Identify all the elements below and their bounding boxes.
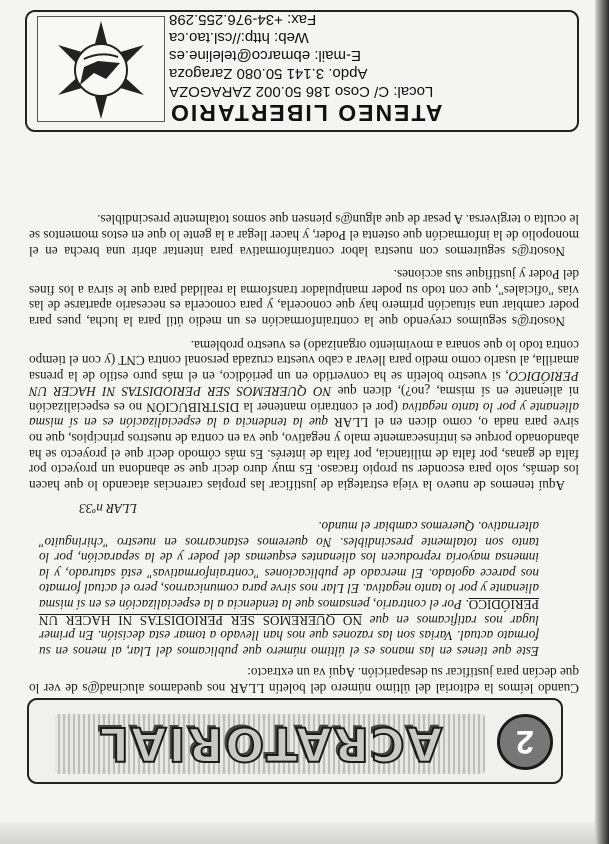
magazine-title: ACRATORIAL bbox=[55, 714, 485, 774]
paragraph-2-caps: NO QUEREMOS SER PERIODISTAS NI HACER UN PERIÓDICO bbox=[29, 368, 579, 400]
quote-signature: LLAR nº33 bbox=[79, 501, 137, 517]
scan-top-edge bbox=[0, 822, 609, 844]
scan-binding-shadow bbox=[595, 0, 609, 844]
ateneo-title: ATENEO LIBERTARIO bbox=[169, 100, 443, 126]
article-paragraph-4: Nosotr@s seguiremos con nuestra labor contrainformativa para intentar abrir una brecha en el monopolio de la información que ostenta el Poder, y hacer llegar a la gente lo que en estos momentos se le oculta o tergiversa. A pesar de que algun@s piensen que somos totalmente prescindibles. bbox=[29, 212, 579, 259]
paragraph-2-italic: que la tendencia a la especialización es en sí misma alienante y por lo tanto negativa bbox=[29, 399, 579, 431]
quote-lead: Este que tienes en las manos es el último número que publicamos del Llar, al menos en su formato actual. Varias son las razones que nos han llevado a tomar esta decisión. En primer lugar nos ratificamos en que bbox=[39, 612, 539, 659]
paragraph-2-part-b: (por el contrario mantener la DISTRIBUCIÓN no es especialización ni alienante en sí misma, ¿no?), dicen que bbox=[29, 384, 579, 415]
ateneo-star-logo-icon bbox=[37, 16, 165, 122]
paragraph-2-part-a: Aquí tenemos de nuevo la vieja estrategia de justificar las propias carencias atacando lo que hacen los demás, solo para esconder su propio fracaso. Es muy duro decir que se abandona un proyecto por falta de ganas, por falta de militancia, por falta de interés. Es más cómodo decir que el proyecto se ha abandonado porque es intrínsecamente malo y negativo, que va en contra de nuestros principios, que no sirve para nada o, como dicen en el LLAR bbox=[29, 415, 579, 493]
paragraph-2-part-c: , si vuestro boletín se ha convertido en un periódico, en el más puro estilo de la prensa amarilla, al usarlo como medio para llevar a cabo vuestra cruzada personal contra CNT (y con el tiempo contra todo lo que sonara a movimiento organizado) es vuestro problema. bbox=[29, 337, 579, 384]
quote-underlined: NO QUEREMOS SER PERIODISTAS NI HACER UN PERIÓDICO bbox=[38, 597, 539, 628]
contact-email: E-mail: ebmarco@teleline.es bbox=[169, 47, 361, 64]
llar-quote bbox=[39, 518, 539, 658]
contact-text bbox=[169, 10, 569, 126]
header-banner bbox=[27, 698, 563, 784]
issue-number-badge: 2 bbox=[497, 714, 553, 770]
article-paragraph-3: Nosotr@s seguimos creyendo que la contrainformación es un medio útil para la lucha, pues para poder cambiar una situación primero hay que conocerla, y para conocerla es necesario apartarse de las vías "oficiales", que con todo su poder manipulador transforma la realidad para que le sirva a los fines del Poder y justifique sus acciones. bbox=[29, 267, 579, 329]
contact-web: Web: http://csl.tao.ca bbox=[169, 29, 309, 46]
star-emblem-icon bbox=[38, 17, 164, 121]
contact-fax: Fax: +34-976.255.298 bbox=[169, 11, 317, 28]
article-intro: Cuando leímos la editorial del último número del boletín LLAR nos quedamos alucinad@s de ver lo que decían para justificar su desaparición. Aquí va un extracto: bbox=[29, 665, 579, 696]
contact-apdo: Apdo. 3.141 50.080 Zaragoza bbox=[169, 65, 368, 82]
quote-rest: . Por el contrario, pensamos que la tendencia a la especialización es en sí misma alienante y por lo tanto negativa. El Llar nos sirve para comunicarnos, pero el actual formato nos parece agotado. El mercado de publicaciones "contrainformativas" está saturado, y la inmensa mayoría reproducen los alienantes esquemas del poder y de la separación, por lo tanto son totalmente prescindibles. No queremos estancarnos en nuestro "chiringuito" alternativo. Queremos cambiar el mundo. bbox=[39, 519, 539, 613]
article-body bbox=[29, 212, 579, 696]
ateneo-contact-box bbox=[25, 10, 579, 132]
article-paragraph-2 bbox=[29, 337, 579, 493]
contact-local: Local: C/ Coso 186 50.002 ZARAGOZA bbox=[169, 83, 434, 100]
